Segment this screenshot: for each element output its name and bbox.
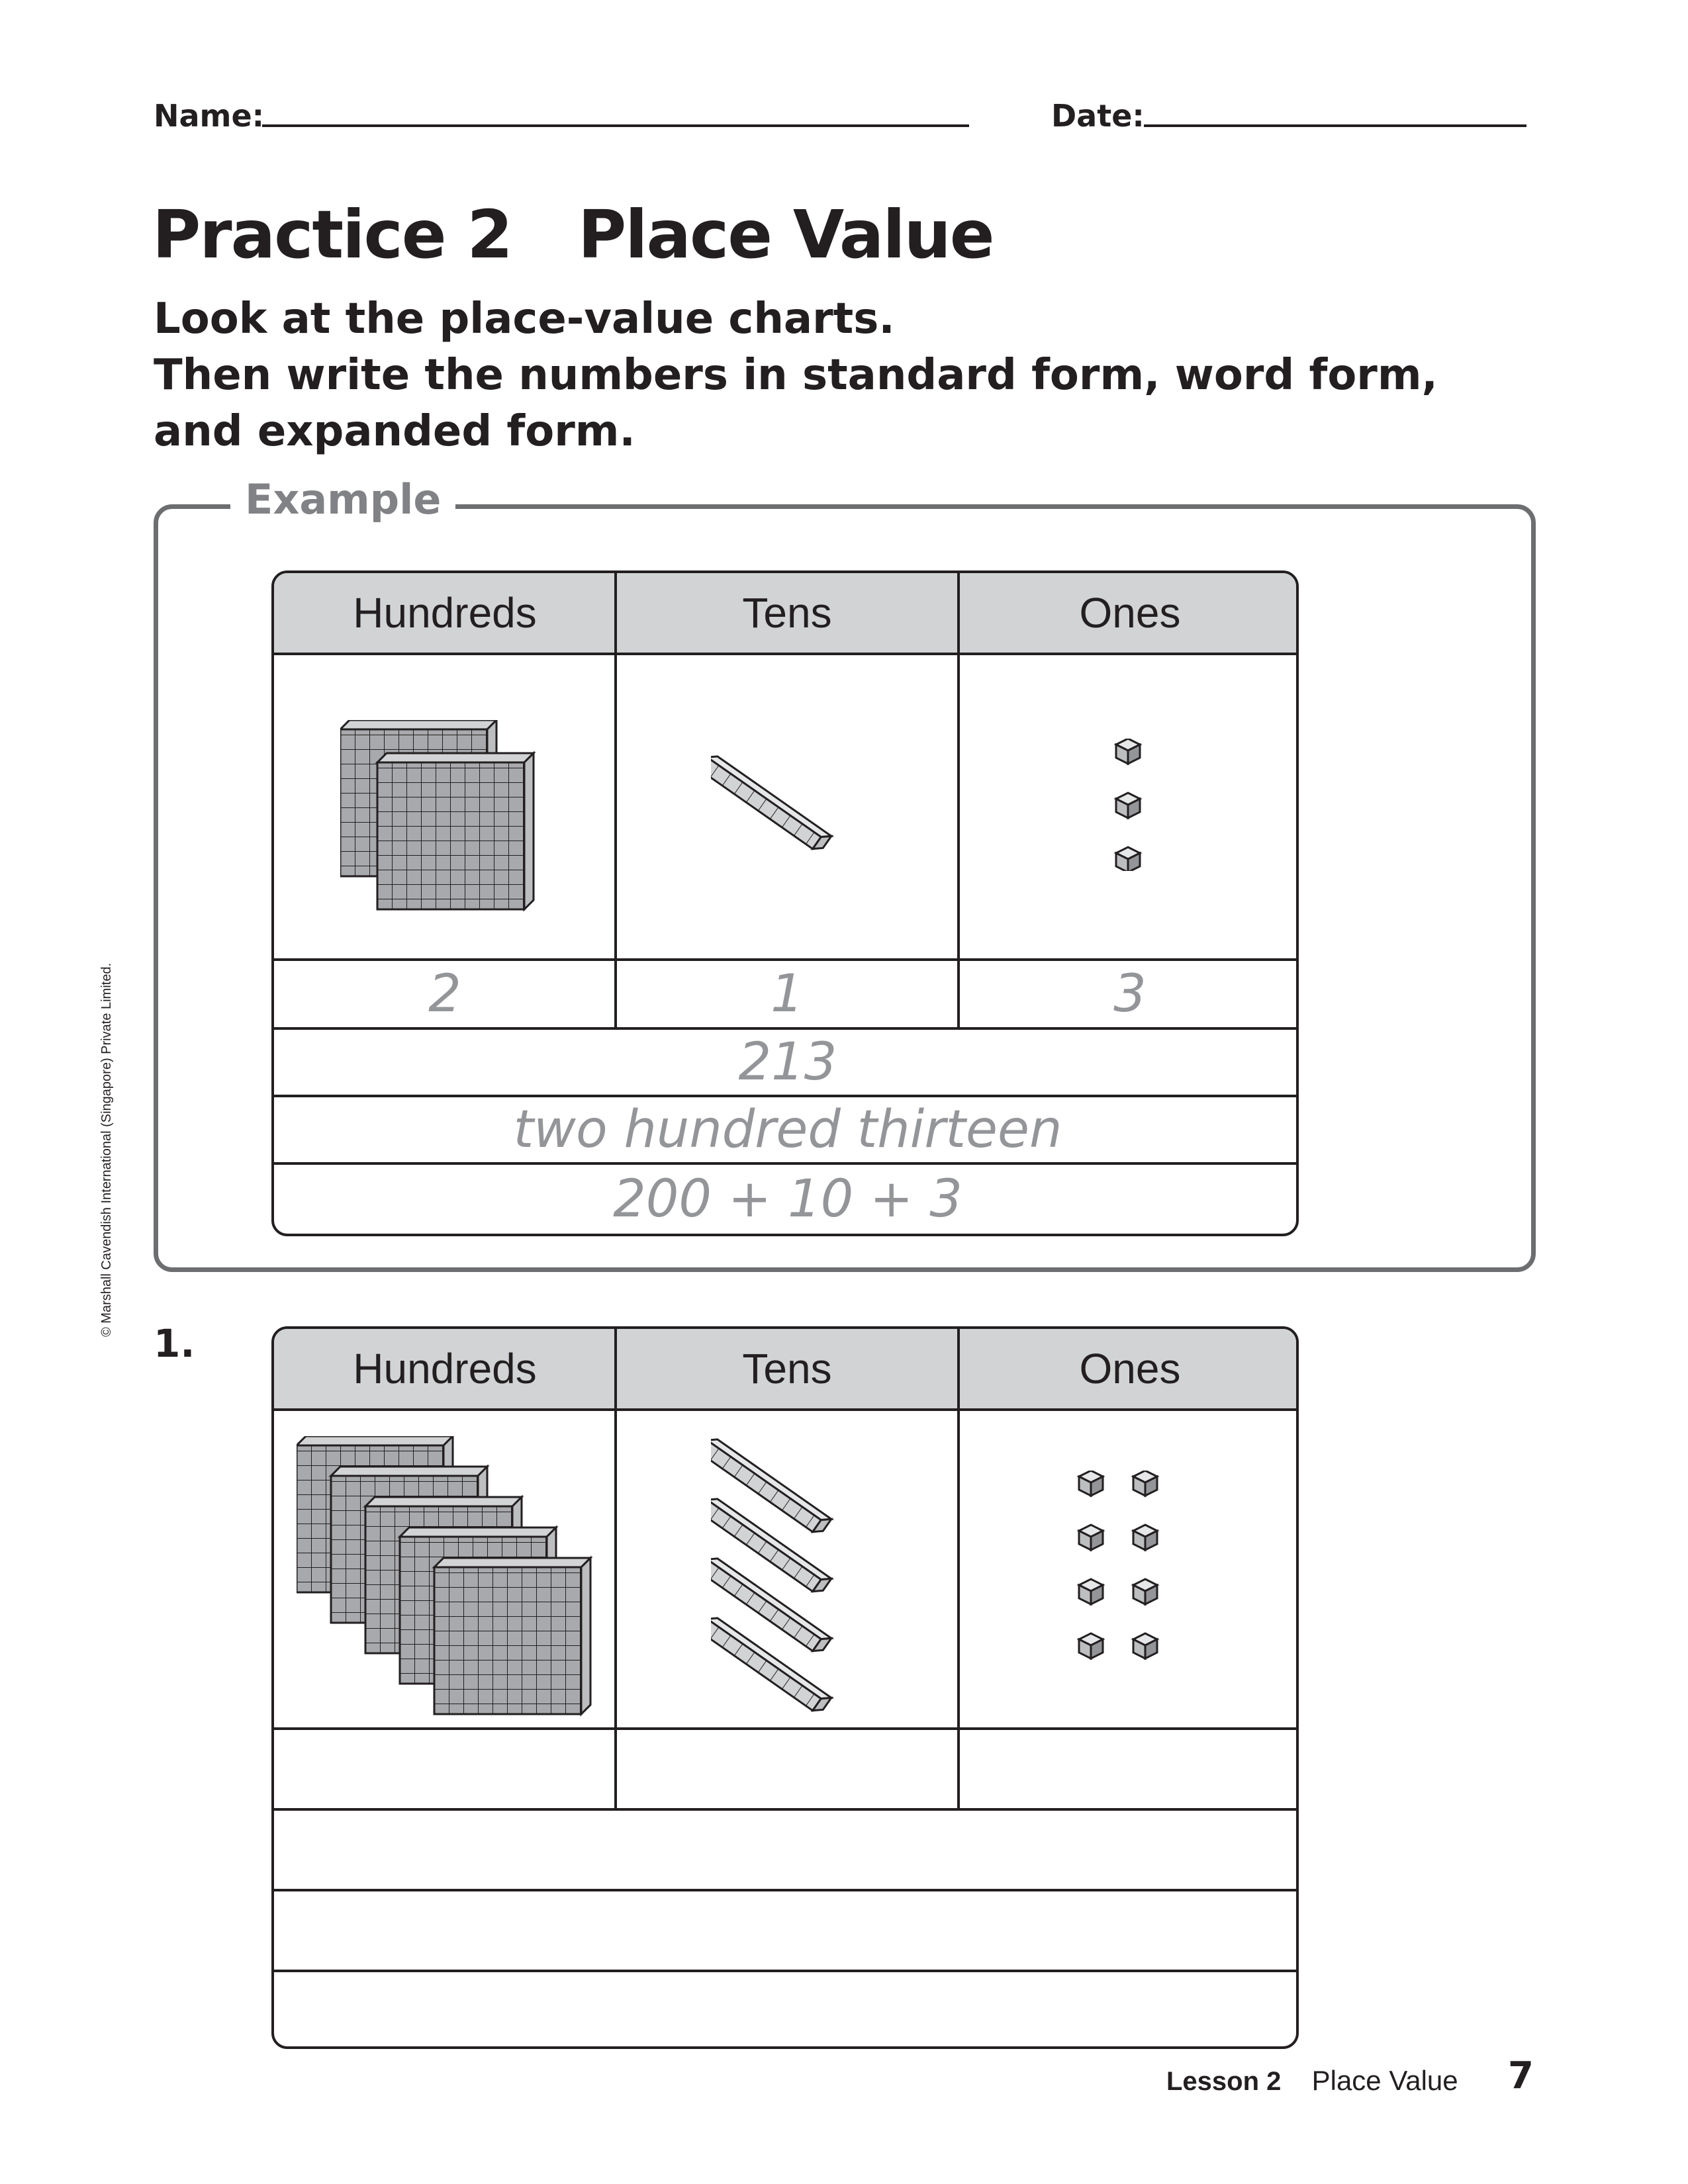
word-form: two hundred thirteen bbox=[513, 1100, 1062, 1160]
one-cube bbox=[1116, 739, 1140, 764]
expanded-form: 200 + 10 + 3 bbox=[613, 1169, 962, 1229]
instruction-line: Look at the place-value charts. bbox=[154, 295, 895, 343]
hundred-flat bbox=[434, 1558, 590, 1714]
page-number: 7 bbox=[1508, 2054, 1534, 2097]
word-form-answer[interactable] bbox=[274, 1891, 1299, 1970]
name-field[interactable] bbox=[262, 124, 969, 127]
footer-lesson: Lesson 2 bbox=[1166, 2067, 1282, 2096]
date-field[interactable] bbox=[1144, 124, 1526, 127]
ones-digit-answer[interactable] bbox=[960, 1730, 1299, 1808]
tens-digit-answer[interactable] bbox=[617, 1730, 957, 1808]
tens-digit: 1 bbox=[771, 964, 804, 1024]
ten-rod bbox=[711, 752, 831, 854]
column-header-tens: Tens bbox=[742, 1345, 832, 1392]
footer-topic: Place Value bbox=[1311, 2065, 1458, 2096]
one-cube bbox=[1133, 1525, 1157, 1550]
one-cube bbox=[1133, 1633, 1157, 1659]
hundred-flat bbox=[377, 753, 534, 909]
hundreds-digit: 2 bbox=[428, 964, 461, 1024]
column-header-hundreds: Hundreds bbox=[353, 589, 537, 637]
instruction-line: and expanded form. bbox=[154, 407, 635, 456]
column-header-ones: Ones bbox=[1079, 1345, 1181, 1392]
one-cube bbox=[1133, 1579, 1157, 1604]
column-header-hundreds: Hundreds bbox=[353, 1345, 537, 1392]
hundreds-digit-answer[interactable] bbox=[274, 1730, 614, 1808]
one-cube bbox=[1079, 1579, 1103, 1604]
example-label: Example bbox=[230, 475, 455, 523]
ones-digit: 3 bbox=[1113, 964, 1147, 1024]
practice-number: Practice 2 bbox=[152, 196, 512, 273]
chart-header-row bbox=[274, 1329, 1299, 1411]
footer bbox=[1166, 2065, 1458, 2097]
question-number: 1. bbox=[154, 1321, 195, 1366]
date-label: Date: bbox=[1051, 98, 1145, 134]
tens-blocks bbox=[711, 739, 870, 897]
expanded-form-answer[interactable] bbox=[274, 1972, 1299, 2049]
instruction-line: Then write the numbers in standard form, word form, bbox=[154, 351, 1438, 400]
hundreds-blocks bbox=[340, 720, 539, 919]
copyright-notice: © Marshall Cavendish International (Singapore) Private Limited. bbox=[99, 962, 114, 1337]
ones-blocks bbox=[1074, 1471, 1166, 1669]
one-cube bbox=[1079, 1525, 1103, 1550]
one-cube bbox=[1079, 1471, 1103, 1496]
standard-form-answer[interactable] bbox=[274, 1811, 1299, 1889]
one-cube bbox=[1133, 1471, 1157, 1496]
column-header-tens: Tens bbox=[742, 589, 832, 637]
standard-form: 213 bbox=[738, 1032, 837, 1092]
one-cube bbox=[1116, 793, 1140, 818]
chart-header-row bbox=[274, 573, 1299, 655]
instructions bbox=[154, 291, 1477, 460]
hundreds-blocks bbox=[297, 1436, 608, 1727]
column-header-ones: Ones bbox=[1079, 589, 1181, 637]
page-title bbox=[152, 196, 994, 273]
example-place-value-chart bbox=[271, 570, 1299, 1236]
one-cube bbox=[1116, 847, 1140, 871]
practice-topic: Place Value bbox=[577, 196, 994, 273]
one-cube bbox=[1079, 1633, 1103, 1659]
question1-place-value-chart bbox=[271, 1326, 1299, 2049]
name-label: Name: bbox=[154, 98, 265, 134]
tens-blocks bbox=[711, 1428, 870, 1739]
ones-blocks bbox=[1111, 739, 1150, 871]
